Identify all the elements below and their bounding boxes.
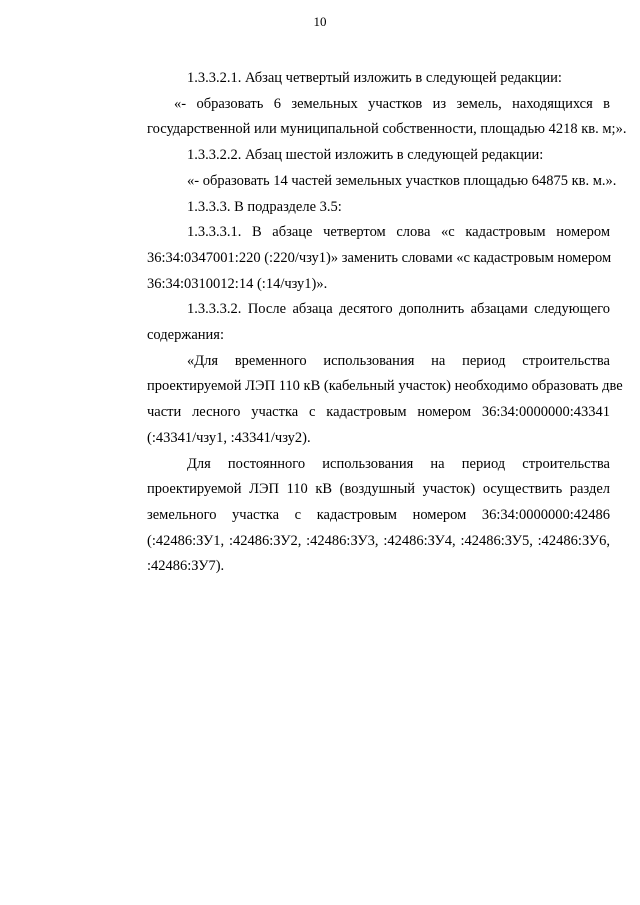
text-line: (:42486:ЗУ1, :42486:ЗУ2, :42486:ЗУ3, :42486:ЗУ4, :42486:ЗУ5, :42486:ЗУ6, bbox=[147, 532, 610, 549]
paragraph-quote-14-parts bbox=[107, 169, 617, 195]
text-line: :42486:ЗУ7). bbox=[147, 558, 225, 575]
text-line: части лесного участка с кадастровым номером 36:34:0000000:43341 bbox=[147, 404, 610, 421]
page-number: 10 bbox=[313, 14, 327, 29]
text-line: (:43341/чзу1, :43341/чзу2). bbox=[147, 429, 311, 446]
text-line: «Для временного использования на период строительства bbox=[187, 352, 610, 369]
paragraph-1-3-3-2-2 bbox=[107, 143, 610, 169]
text-line: 1.3.3.3. В подразделе 3.5: bbox=[187, 198, 342, 215]
paragraph-1-3-3-3-2 bbox=[107, 297, 610, 348]
text-line: «- образовать 14 частей земельных участков площадью 64875 кв. м.». bbox=[187, 172, 617, 189]
text-line: 1.3.3.3.2. После абзаца десятого дополнить абзацами следующего bbox=[187, 301, 610, 318]
text-line: проектируемой ЛЭП 110 кВ (воздушный участок) осуществить раздел bbox=[147, 481, 610, 498]
text-line: проектируемой ЛЭП 110 кВ (кабельный участок) необходимо образовать две bbox=[147, 378, 623, 395]
text-line: Для постоянного использования на период строительства bbox=[187, 455, 610, 472]
text-line: 1.3.3.3.1. В абзаце четвертом слова «с кадастровым номером bbox=[187, 224, 610, 241]
paragraph-1-3-3-3-1 bbox=[107, 220, 610, 297]
paragraph-1-3-3-3 bbox=[107, 195, 610, 221]
text-line: 1.3.3.2.2. Абзац шестой изложить в следующей редакции: bbox=[187, 147, 544, 164]
paragraph-1-3-3-2-1 bbox=[107, 66, 610, 92]
text-line: содержания: bbox=[147, 327, 225, 344]
text-line: государственной или муниципальной собственности, площадью 4218 кв. м;». bbox=[147, 121, 627, 138]
paragraph-quote-6-plots bbox=[107, 92, 627, 143]
paragraph-temporary-use bbox=[107, 349, 623, 452]
document-body bbox=[107, 66, 627, 580]
text-line: 36:34:0310012:14 (:14/чзу1)». bbox=[147, 275, 328, 292]
text-line: «- образовать 6 земельных участков из земель, находящихся в bbox=[174, 95, 610, 112]
paragraph-permanent-use bbox=[107, 452, 610, 581]
text-line: 36:34:0347001:220 (:220/чзу1)» заменить словами «с кадастровым номером bbox=[147, 249, 612, 266]
text-line: земельного участка с кадастровым номером 36:34:0000000:42486 bbox=[147, 506, 610, 523]
text-line: 1.3.3.2.1. Абзац четвертый изложить в следующей редакции: bbox=[187, 70, 562, 86]
